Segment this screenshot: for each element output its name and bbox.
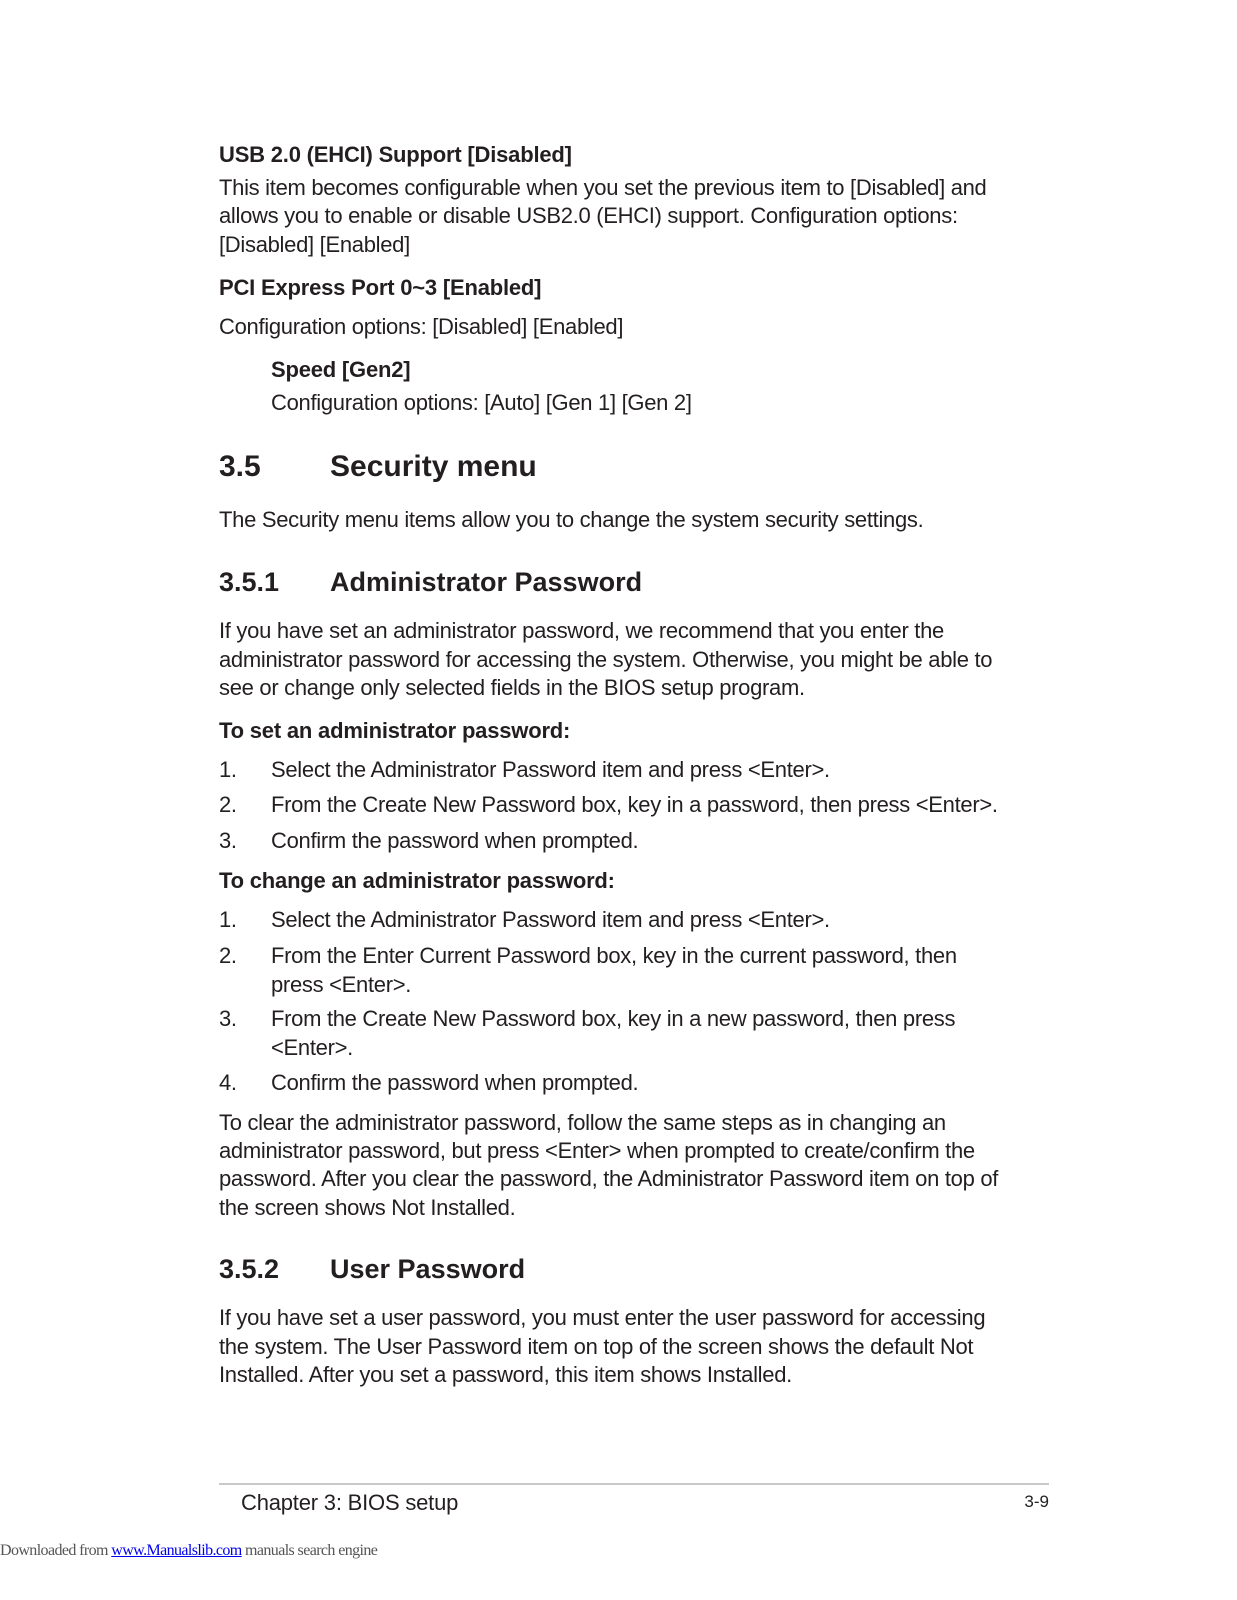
user-password-line: Installed. After you set a password, this item shows Installed. bbox=[219, 1362, 792, 1387]
usb20-description-line: allows you to enable or disable USB2.0 (EHCI) support. Configuration options: bbox=[219, 203, 958, 228]
step-text: From the Create New Password box, key in a new password, then press bbox=[271, 1006, 956, 1031]
footer-chapter-title: Chapter 3: BIOS setup bbox=[241, 1490, 459, 1515]
step-text: <Enter>. bbox=[271, 1034, 353, 1060]
step-number: 1. bbox=[219, 757, 237, 782]
section-number: 3.5.1 bbox=[219, 567, 280, 597]
security-menu-description: The Security menu items allow you to change the system security settings. bbox=[219, 507, 924, 532]
speed-option-title: Speed [Gen2] bbox=[271, 357, 411, 382]
step-text: From the Enter Current Password box, key in the current password, then bbox=[271, 943, 957, 968]
clear-password-line: password. After you clear the password, the Administrator Password item on top of bbox=[219, 1166, 999, 1191]
footer-divider bbox=[219, 1483, 1049, 1485]
pcie-description: Configuration options: [Disabled] [Enabled] bbox=[219, 314, 624, 339]
footer-page-number: 3-9 bbox=[1024, 1492, 1049, 1511]
admin-intro-line: see or change only selected fields in the BIOS setup program. bbox=[219, 675, 805, 700]
download-suffix: manuals search engine bbox=[241, 1542, 378, 1559]
step-number: 1. bbox=[219, 907, 237, 932]
change-password-subheading: To change an administrator password: bbox=[219, 868, 615, 893]
step-text: press <Enter>. bbox=[271, 971, 412, 997]
clear-password-line: To clear the administrator password, follow the same steps as in changing an bbox=[219, 1110, 946, 1135]
usb20-description-line: This item becomes configurable when you set the previous item to [Disabled] and bbox=[219, 175, 987, 200]
clear-password-line: the screen shows Not Installed. bbox=[219, 1195, 516, 1220]
step-text: Confirm the password when prompted. bbox=[271, 1070, 639, 1095]
manualslib-link[interactable]: www.Manualslib.com bbox=[111, 1542, 242, 1559]
section-title: Administrator Password bbox=[330, 567, 643, 597]
step-text: Select the Administrator Password item and press <Enter>. bbox=[271, 757, 830, 782]
speed-description: Configuration options: [Auto] [Gen 1] [Gen 2] bbox=[271, 390, 692, 415]
usb20-option-title: USB 2.0 (EHCI) Support [Disabled] bbox=[219, 142, 572, 167]
section-title: Security menu bbox=[330, 450, 537, 483]
step-text: From the Create New Password box, key in a password, then press <Enter>. bbox=[271, 792, 998, 817]
download-prefix: Downloaded from bbox=[0, 1542, 112, 1559]
step-number: 2. bbox=[219, 943, 237, 968]
admin-password-heading bbox=[219, 566, 642, 598]
section-number: 3.5.2 bbox=[219, 1254, 280, 1284]
set-password-subheading: To set an administrator password: bbox=[219, 718, 571, 743]
section-title: User Password bbox=[330, 1254, 526, 1284]
step-text: Confirm the password when prompted. bbox=[271, 828, 639, 853]
step-number: 3. bbox=[219, 828, 237, 853]
admin-intro-line: administrator password for accessing the system. Otherwise, you might be able to bbox=[219, 647, 993, 672]
section-number: 3.5 bbox=[219, 450, 261, 483]
clear-password-line: administrator password, but press <Enter> when prompted to create/confirm the bbox=[219, 1138, 975, 1163]
user-password-line: If you have set a user password, you must enter the user password for accessing bbox=[219, 1305, 986, 1330]
step-number: 4. bbox=[219, 1070, 237, 1095]
pcie-option-title: PCI Express Port 0~3 [Enabled] bbox=[219, 275, 542, 300]
user-password-line: the system. The User Password item on top of the screen shows the default Not bbox=[219, 1334, 974, 1359]
usb20-description-line: [Disabled] [Enabled] bbox=[219, 232, 410, 257]
step-text: Select the Administrator Password item and press <Enter>. bbox=[271, 907, 830, 932]
user-password-heading bbox=[219, 1253, 525, 1285]
step-number: 2. bbox=[219, 792, 237, 817]
step-number: 3. bbox=[219, 1006, 237, 1031]
security-menu-heading bbox=[219, 449, 537, 485]
download-watermark bbox=[0, 1541, 377, 1561]
admin-intro-line: If you have set an administrator password, we recommend that you enter the bbox=[219, 618, 944, 643]
